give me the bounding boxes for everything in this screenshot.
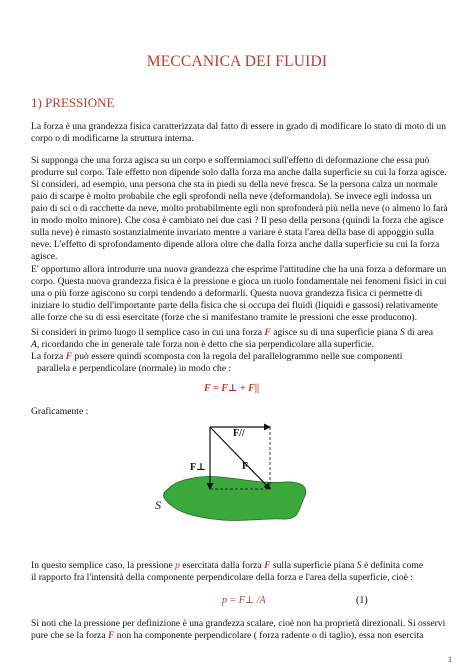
force-symbol: F [107,630,115,641]
p5-text: sulla superficie piana [270,560,357,571]
p2-line: paio di sci o di racchette da neve, molto probabilmente egli non sprofonderà più nella neve (o almeno lo farà [31,203,448,214]
p5-line [31,560,423,571]
label-f: F [242,461,249,472]
pressure-symbol: p [175,560,180,571]
p4-text: Si consideri in primo luogo il semplice caso in cui una forza [31,327,265,338]
equation-number: (1) [356,595,368,606]
p4-text: La forza [31,351,66,362]
p1-line: La forza è una grandezza fisica caratterizzata dal fatto di essere in grado di modificare lo stato di moto di un [31,121,447,132]
p2-line: Si supponga che una forza agisca su un corpo e soffermiamoci sull'effetto di deformazione che essa può [31,155,430,166]
p2-line: Si consideri, ad esempio, una persona che sta in piedi su della neve fresca. Se la persona calza un normale [31,179,438,190]
p2-line: neve. L'effetto di sprofondamento dipende allora oltre che dalla forza anche dalla superficie su cui la forza [31,239,440,250]
p2-line: in modo molto minore). Che cosa è cambiato nei due casi ? Il peso della persona (quindi la forza che agisce [31,215,444,226]
p3-line: E' opportuno allora introdurre una nuova grandezza che esprime l'attitudine che ha una forza a deformare un [31,264,447,275]
equation-force-decomposition: F = F⊥ + F|| [204,383,260,394]
p5-line: il rapporto fra l'intensità della componente perpendicolare della forza e l'area della superficie, cioè : [31,572,413,583]
p5-text: esercitata dalla forza [179,560,265,571]
label-f-parallel: F// [233,428,245,439]
p5-text: In questo semplice caso, la pressione [31,560,176,571]
page-number: 1 [448,655,452,664]
p4-text: può essere quindi scomposta con la regola del parallelogrammo nelle sue componenti [72,351,403,362]
p2-line: sulla neve) è rimasto sostanzialmente invariato mentre a variare è stata l'area della base di appoggio sulla [31,227,434,238]
p6-text: pure che se la forza [31,630,108,641]
force-symbol: F [264,560,271,571]
surface-shape [163,477,305,521]
surface-symbol: S [356,560,362,571]
p1-line: corpo o di modificarne la struttura interna. [31,133,194,144]
label-f-perpendicular: F⊥ [190,462,206,473]
p5-text: è definita come [361,560,424,571]
label-surface-s: S [155,498,161,512]
p4-text: di area [404,327,434,338]
p6-line: Si noti che la pressione per definizione è una grandezza scalare, cioè non ha proprietà direzionali. Si osservi [31,618,446,629]
graficamente-label: Graficamente : [31,406,89,417]
p4-text: , ricordando che in generale tale forza non è detto che sia perpendicolare alla superficie. [36,339,375,350]
p2-line: paio di scarpe è molto probabile che egli sprofondi nella neve (deformandola). Se invece egli indossa un [31,191,432,202]
p4-line: parallela e perpendicolare (normale) in modo che : [37,363,232,374]
p3-line: una o più forze agiscono su corpi tendendo a deformarli. Questa nuova grandezza fisica ci permette di [31,288,423,299]
p6-line [31,630,423,641]
p2-line: produrre sul corpo. Tale effetto non dipende solo dalla forza ma anche dalla superficie su cui la forza agisce. [31,167,447,178]
surface-symbol: S [400,327,405,338]
p2-line: agisce. [31,251,58,262]
page-title: MECCANICA DEI FLUIDI [146,53,328,70]
force-symbol: F [65,351,73,362]
p3-line: alle forze che su di essi esercitate (forze che si manifestano tramite le pressioni che esse producono). [31,312,417,323]
p4-text: agisce su di una superficie piana [270,327,401,338]
section-heading: 1) PRESSIONE [31,95,115,110]
p3-line: corpo. Questa nuova grandezza fisica è la pressione e gioca un ruolo fondamentale nei fenomeni fisici in cui [31,276,447,287]
p3-line: iniziare lo studio dell'importante parte della fisica che si occupa dei fluidi (liquidi e gassosi) relativamente [31,300,438,311]
force-symbol: F [264,327,271,338]
equation-pressure: p = F⊥ /A [222,595,266,606]
area-symbol: A [31,339,37,350]
p6-text: non ha componente perpendicolare ( forza radente o di taglio), essa non esercita [114,630,424,641]
